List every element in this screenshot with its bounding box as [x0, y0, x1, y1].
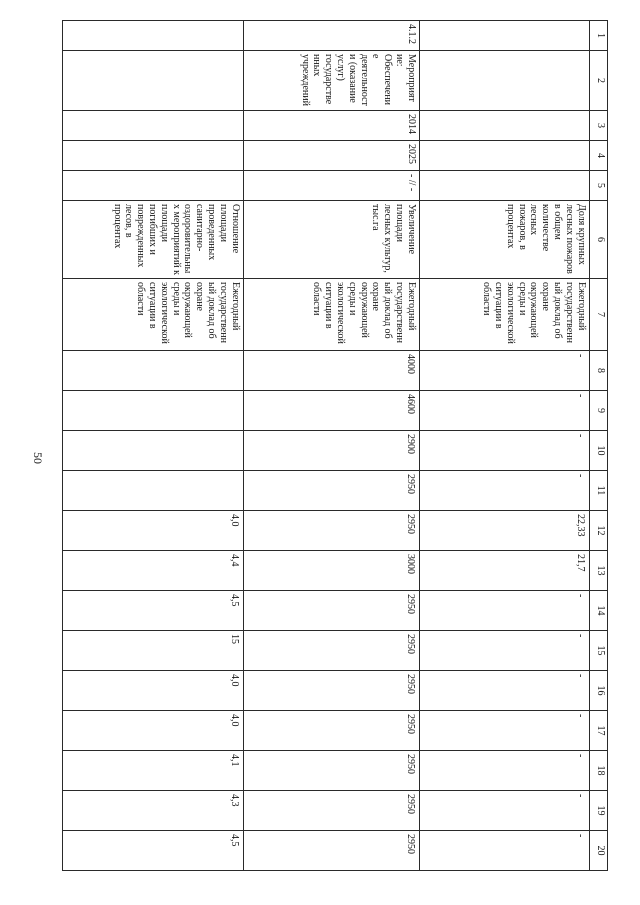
executor-cell	[63, 171, 244, 201]
header-cell: 5	[589, 171, 607, 201]
value-cell: 2950	[243, 711, 419, 751]
start-year-cell	[419, 111, 589, 141]
value-cell: -	[419, 471, 589, 511]
value-cell	[63, 391, 244, 431]
value-cell: 2950	[243, 791, 419, 831]
header-cell: 17	[589, 711, 607, 751]
indicator-name-cell: Доля крупных лесных пожаров в общем количестве лесных пожаров, в процентах	[419, 201, 589, 279]
header-cell: 18	[589, 751, 607, 791]
rotated-table-container	[62, 20, 608, 870]
value-cell: -	[419, 671, 589, 711]
value-cell: 4,0	[63, 671, 244, 711]
value-cell: 21,7	[419, 551, 589, 591]
header-row	[589, 21, 607, 871]
value-cell: 2950	[243, 751, 419, 791]
value-cell: 4,3	[63, 791, 244, 831]
row-number-cell	[419, 21, 589, 51]
header-cell: 2	[589, 51, 607, 111]
source-cell: Ежегодный государственный доклад об охране окружающей среды и экологической ситуации в области	[243, 279, 419, 351]
header-cell: 1	[589, 21, 607, 51]
header-cell: 8	[589, 351, 607, 391]
value-cell: -	[419, 711, 589, 751]
end-year-cell	[419, 141, 589, 171]
value-cell: 4600	[243, 391, 419, 431]
value-cell: 2950	[243, 631, 419, 671]
value-cell: 4,0	[63, 511, 244, 551]
indicator-name-cell: Отношение площади проведенных санитарно-оздоровительных мероприятий к площади погибших и поврежденных лесов, в процентах	[63, 201, 244, 279]
value-cell	[63, 471, 244, 511]
table-row	[63, 21, 244, 871]
header-cell: 6	[589, 201, 607, 279]
header-cell: 7	[589, 279, 607, 351]
value-cell: -	[419, 631, 589, 671]
value-cell: 15	[63, 631, 244, 671]
value-cell: -	[419, 391, 589, 431]
header-cell: 14	[589, 591, 607, 631]
header-cell: 3	[589, 111, 607, 141]
value-cell: 4,5	[63, 591, 244, 631]
header-cell: 4	[589, 141, 607, 171]
value-cell: 2900	[243, 431, 419, 471]
header-cell: 9	[589, 391, 607, 431]
start-year-cell: 2014	[243, 111, 419, 141]
value-cell: -	[419, 791, 589, 831]
value-cell	[63, 431, 244, 471]
activity-name-cell	[419, 51, 589, 111]
activity-name-cell: Мероприятие: Обеспечение деятельности (оказание услуг) государственных учреждений	[243, 51, 419, 111]
end-year-cell: 2025	[243, 141, 419, 171]
header-cell: 15	[589, 631, 607, 671]
value-cell	[63, 351, 244, 391]
value-cell: 4,1	[63, 751, 244, 791]
table-row	[243, 21, 419, 871]
value-cell: -	[419, 351, 589, 391]
page-number: 50	[31, 452, 45, 464]
value-cell: -	[419, 751, 589, 791]
header-cell: 19	[589, 791, 607, 831]
indicator-table	[62, 20, 608, 871]
value-cell: 2950	[243, 591, 419, 631]
header-cell: 16	[589, 671, 607, 711]
value-cell: -	[419, 831, 589, 871]
value-cell: 4,0	[63, 711, 244, 751]
executor-cell: - // -	[243, 171, 419, 201]
header-cell: 20	[589, 831, 607, 871]
header-cell: 10	[589, 431, 607, 471]
value-cell: 3000	[243, 551, 419, 591]
value-cell: -	[419, 591, 589, 631]
value-cell: 2950	[243, 671, 419, 711]
end-year-cell	[63, 141, 244, 171]
value-cell: 2950	[243, 831, 419, 871]
row-number-cell	[63, 21, 244, 51]
indicator-name-cell: Увеличение площади лесных культур, тыс.га	[243, 201, 419, 279]
header-cell: 12	[589, 511, 607, 551]
value-cell: 2950	[243, 511, 419, 551]
activity-name-cell	[63, 51, 244, 111]
source-cell: Ежегодный государственный доклад об охране окружающей среды и экологической ситуации в области	[419, 279, 589, 351]
header-cell: 11	[589, 471, 607, 511]
header-cell: 13	[589, 551, 607, 591]
value-cell: -	[419, 431, 589, 471]
table-row	[419, 21, 589, 871]
start-year-cell	[63, 111, 244, 141]
value-cell: 4000	[243, 351, 419, 391]
value-cell: 4,5	[63, 831, 244, 871]
row-number-cell: 4.1.2	[243, 21, 419, 51]
value-cell: 2950	[243, 471, 419, 511]
executor-cell	[419, 171, 589, 201]
value-cell: 4,4	[63, 551, 244, 591]
source-cell: Ежегодный государственный доклад об охране окружающей среды и экологической ситуации в области	[63, 279, 244, 351]
value-cell: 22,33	[419, 511, 589, 551]
